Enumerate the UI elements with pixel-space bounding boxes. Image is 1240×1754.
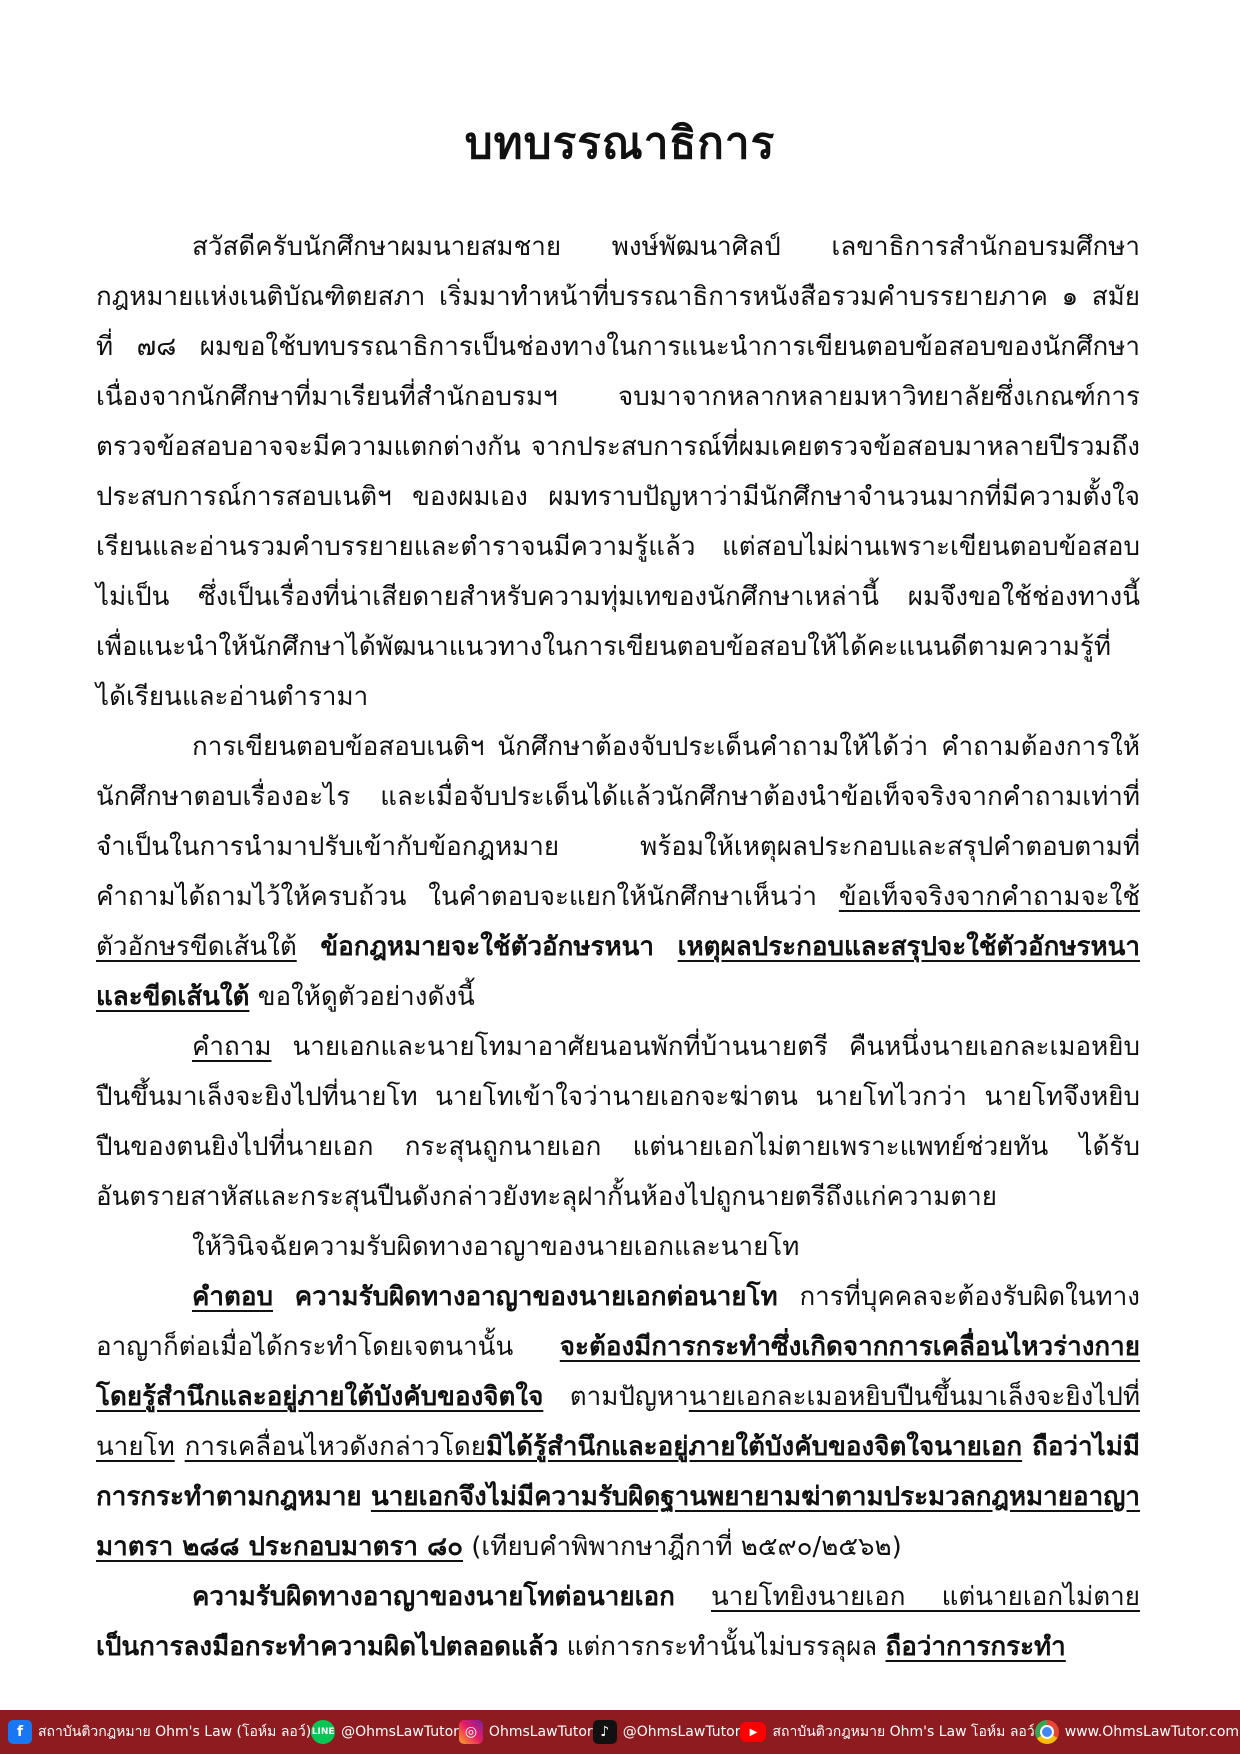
footer-website-label: www.OhmsLawTutor.com xyxy=(1064,1724,1240,1740)
question-text: นายเอกและนายโทมาอาศัยนอนพักที่บ้านนายตรี คืนหนึ่งนายเอกละเมอหยิบปืนขึ้นมาเล็งจะยิงไปที่นายโท นายโทเข้าใจว่านายเอกจะฆ่าตน นายโทไวกว่า นายโทจึงหยิบปืนของตนยิงไปที่นายเอก กระสุนถูกนายเอก แต่นายเอกไม่ตายเพราะแพทย์ช่วยทัน ได้รับอันตรายสาหัสและกระสุนปืนดังกล่าวยังทะลุฝากั้นห้องไปถูกนายตรีถึงแก่ความตาย xyxy=(96,1032,1141,1212)
second-law: เป็นการลงมือกระทำความผิดไปตลอดแล้ว xyxy=(96,1632,559,1662)
answer-law-1: จะต้องมีการกระทำซึ่งเกิดจากการเคลื่อนไหวร่างกายโดยรู้สำนึกและอยู่ภายใต้บังคับของจิตใจ xyxy=(96,1332,1140,1412)
line-icon: LINE xyxy=(311,1720,335,1744)
footer-youtube-label: สถาบันติวกฎหมาย Ohm's Law โอห์ม ลอว์ xyxy=(772,1724,1035,1740)
footer-tiktok-link[interactable] xyxy=(593,1720,741,1744)
answer-heading: ความรับผิดทางอาญาของนายเอกต่อนายโท xyxy=(294,1282,778,1312)
facebook-icon: f xyxy=(8,1720,32,1744)
footer-youtube-link[interactable] xyxy=(740,1721,1034,1743)
paragraph-second-answer xyxy=(96,1572,1140,1672)
footer-tiktok-label: @OhmsLawTutor xyxy=(622,1724,741,1740)
instagram-icon: ◎ xyxy=(459,1720,483,1744)
answer-fact-1: นายเอกละเมอหยิบปืนขึ้นมาเล็งจะยิงไปที่นายโท xyxy=(96,1382,1140,1462)
editorial-body xyxy=(96,222,1140,1672)
paragraph-instruction: ให้วินิจฉัยความรับผิดทางอาญาของนายเอกและนายโท xyxy=(192,1232,800,1262)
footer-facebook-label: สถาบันติวกฎหมาย Ohm's Law (โอห์ม ลอว์) xyxy=(38,1724,312,1740)
method-text: การเขียนตอบข้อสอบเนติฯ นักศึกษาต้องจับประเด็นคำถามให้ได้ว่า คำถามต้องการให้นักศึกษาตอบเรื่องอะไร และเมื่อจับประเด็นได้แล้วนักศึกษาต้องนำข้อเท็จจริงจากคำถามเท่าที่จำเป็นในการนำมาปรับเข้ากับข้อกฎหมาย พร้อมให้เหตุผลประกอบและสรุปคำตอบตามที่คำถามได้ถามไว้ให้ครบถ้วน ในคำตอบจะแยกให้นักศึกษาเห็นว่า xyxy=(96,732,1140,912)
footer-facebook-link[interactable] xyxy=(8,1720,311,1744)
method-underline-example: ข้อเท็จจริงจากคำถามจะใช้ตัวอักษรขีดเส้นใต้ xyxy=(96,882,1140,962)
answer-reference: (เทียบคำพิพากษาฎีกาที่ ๒๕๙๐/๒๕๖๒) xyxy=(471,1532,902,1562)
answer-law-2: ถือว่าไม่มีการกระทำตามกฎหมาย xyxy=(96,1432,1140,1512)
answer-label: คำตอบ xyxy=(192,1282,273,1312)
answer-fact-2: การเคลื่อนไหวดังกล่าวโดย xyxy=(184,1432,486,1462)
chrome-icon xyxy=(1035,1720,1059,1744)
footer-instagram-label: OhmsLawTutor xyxy=(488,1724,593,1740)
method-bold-underline-example: เหตุผลประกอบและสรุปจะใช้ตัวอักษรหนาและขีดเส้นใต้ xyxy=(96,932,1141,1012)
question-label: คำถาม xyxy=(192,1032,272,1062)
paragraph-question xyxy=(96,1022,1140,1222)
paragraph-answer xyxy=(96,1272,1140,1572)
footer-line-label: @OhmsLawTutor xyxy=(341,1724,459,1740)
second-reason: ถือว่าการกระทำ xyxy=(885,1632,1066,1662)
second-heading: ความรับผิดทางอาญาของนายโทต่อนายเอก xyxy=(192,1582,675,1612)
answer-text-1: การที่บุคคลจะต้องรับผิดในทางอาญาก็ต่อเมื่อได้กระทำโดยเจตนานั้น xyxy=(96,1282,1140,1362)
answer-text-2: ตามปัญหา xyxy=(569,1382,689,1412)
tiktok-icon: ♪ xyxy=(593,1720,617,1744)
footer-website-link[interactable] xyxy=(1035,1720,1239,1744)
paragraph-method xyxy=(96,722,1140,1022)
second-text: แต่การกระทำนั้นไม่บรรลุผล xyxy=(566,1632,878,1662)
second-fact: นายโทยิงนายเอก แต่นายเอกไม่ตาย xyxy=(710,1582,1141,1612)
youtube-icon: ▶ xyxy=(740,1722,766,1742)
answer-conclusion: นายเอกจึงไม่มีความรับผิดฐานพยายามฆ่าตามประมวลกฎหมายอาญามาตรา ๒๘๘ ประกอบมาตรา ๘๐ xyxy=(96,1482,1140,1562)
method-bold-example: ข้อกฎหมายจะใช้ตัวอักษรหนา xyxy=(320,932,655,962)
paragraph-intro: สวัสดีครับนักศึกษาผมนายสมชาย พงษ์พัฒนาศิลป์ เลขาธิการสำนักอบรมศึกษากฎหมายแห่งเนติบัณฑิตยสภา เริ่มมาทำหน้าที่บรรณาธิการหนังสือรวมคำบรรยายภาค ๑ สมัยที่ ๗๘ ผมขอใช้บทบรรณาธิการเป็นช่องทางในการแนะนำการเขียนตอบข้อสอบของนักศึกษา เนื่องจากนักศึกษาที่มาเรียนที่สำนักอบรมฯ จบมาจากหลากหลายมหาวิทยาลัยซึ่งเกณฑ์การตรวจข้อสอบอาจจะมีความแตกต่างกัน จากประสบการณ์ที่ผมเคยตรวจข้อสอบมาหลายปีรวมถึงประสบการณ์การสอบเนติฯ ของผมเอง ผมทราบปัญหาว่ามีนักศึกษาจำนวนมากที่มีความตั้งใจเรียนและอ่านรวมคำบรรยายและตำราจนมีความรู้แล้ว แต่สอบไม่ผ่านเพราะเขียนตอบข้อสอบไม่เป็น ซึ่งเป็นเรื่องที่น่าเสียดายสำหรับความทุ่มเทของนักศึกษาเหล่านี้ ผมจึงขอใช้ช่องทางนี้เพื่อแนะนำให้นักศึกษาได้พัฒนาแนวทางในการเขียนตอบข้อสอบให้ได้คะแนนดีตามความรู้ที่ได้เรียนและอ่านตำรามา xyxy=(96,232,1140,712)
method-closing: ขอให้ดูตัวอย่างดังนี้ xyxy=(257,982,475,1012)
footer-line-link[interactable] xyxy=(311,1720,459,1744)
social-footer xyxy=(0,1710,1240,1754)
footer-instagram-link[interactable] xyxy=(459,1720,593,1744)
page-title: บทบรรณาธิการ xyxy=(464,118,776,169)
answer-reason-1: มิได้รู้สำนึกและอยู่ภายใต้บังคับของจิตใจนายเอก xyxy=(485,1432,1023,1462)
